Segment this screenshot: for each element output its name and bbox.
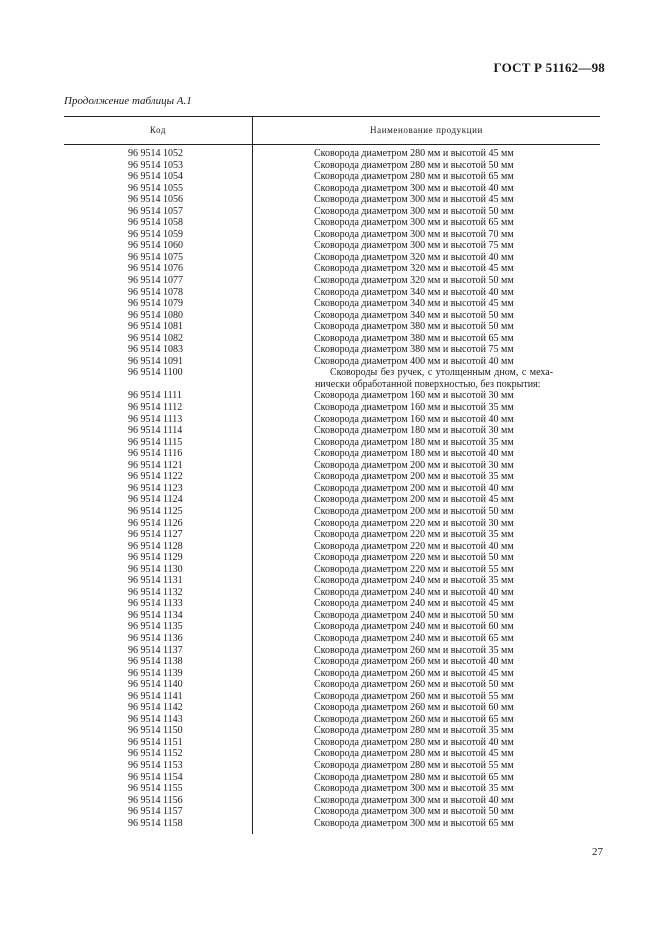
product-name: Сковорода диаметром 220 мм и высотой 30 мм bbox=[314, 517, 514, 529]
column-header-name: Наименование продукции bbox=[370, 125, 483, 135]
table-row bbox=[64, 160, 600, 172]
product-name: Сковорода диаметром 260 мм и высотой 50 мм bbox=[314, 679, 514, 691]
product-name: Сковорода диаметром 240 мм и высотой 40 мм bbox=[314, 586, 514, 598]
product-name: Сковорода диаметром 280 мм и высотой 40 мм bbox=[314, 736, 514, 748]
product-name: Сковорода диаметром 180 мм и высотой 35 мм bbox=[314, 436, 514, 448]
product-name: Сковорода диаметром 200 мм и высотой 40 мм bbox=[314, 482, 514, 494]
table-row bbox=[64, 425, 600, 437]
table-row bbox=[64, 217, 600, 229]
table-row bbox=[64, 714, 600, 726]
table-row bbox=[64, 818, 600, 830]
product-name: Сковорода диаметром 280 мм и высотой 65 мм bbox=[314, 171, 514, 183]
table-row bbox=[64, 287, 600, 299]
product-name: Сковорода диаметром 220 мм и высотой 40 мм bbox=[314, 540, 514, 552]
table-row bbox=[64, 263, 600, 275]
table-row bbox=[64, 275, 600, 287]
product-name: Сковорода диаметром 200 мм и высотой 45 мм bbox=[314, 494, 514, 506]
product-name: Сковорода диаметром 300 мм и высотой 40 мм bbox=[314, 182, 514, 194]
product-name: Сковорода диаметром 340 мм и высотой 50 мм bbox=[314, 309, 514, 321]
table-body bbox=[64, 148, 600, 829]
product-name: Сковорода диаметром 160 мм и высотой 35 мм bbox=[314, 402, 514, 414]
product-name: Сковорода диаметром 320 мм и высотой 40 мм bbox=[314, 251, 514, 263]
document-header: ГОСТ Р 51162—98 bbox=[493, 60, 605, 75]
product-name: Сковорода диаметром 320 мм и высотой 50 мм bbox=[314, 275, 514, 287]
table-row bbox=[64, 310, 600, 322]
product-code: 96 9514 1113 bbox=[128, 413, 183, 425]
product-name: Сковорода диаметром 280 мм и высотой 45 мм bbox=[314, 748, 514, 760]
product-code: 96 9514 1081 bbox=[128, 321, 183, 333]
product-code: 96 9514 1116 bbox=[128, 448, 183, 460]
product-name: Сковорода диаметром 260 мм и высотой 65 мм bbox=[314, 713, 514, 725]
table-row bbox=[64, 795, 600, 807]
product-name: Сковорода диаметром 240 мм и высотой 65 мм bbox=[314, 632, 514, 644]
table-row bbox=[64, 668, 600, 680]
table-row bbox=[64, 506, 600, 518]
table-row bbox=[64, 691, 600, 703]
table-row bbox=[64, 564, 600, 576]
product-code: 96 9514 1054 bbox=[128, 171, 183, 183]
product-code: 96 9514 1100 bbox=[128, 367, 183, 379]
product-code: 96 9514 1156 bbox=[128, 794, 183, 806]
product-name: Сковорода диаметром 240 мм и высотой 50 мм bbox=[314, 609, 514, 621]
table-row bbox=[64, 471, 600, 483]
table-row bbox=[64, 645, 600, 657]
product-code: 96 9514 1122 bbox=[128, 471, 183, 483]
table-row bbox=[64, 298, 600, 310]
table-row bbox=[64, 437, 600, 449]
product-name: Сковорода диаметром 300 мм и высотой 75 мм bbox=[314, 240, 514, 252]
product-name: Сковорода диаметром 300 мм и высотой 45 мм bbox=[314, 194, 514, 206]
table-row bbox=[64, 772, 600, 784]
product-code: 96 9514 1134 bbox=[128, 609, 183, 621]
table-row bbox=[64, 483, 600, 495]
product-code: 96 9514 1058 bbox=[128, 217, 183, 229]
product-name: Сковорода диаметром 300 мм и высотой 35 мм bbox=[314, 783, 514, 795]
product-name: Сковорода диаметром 200 мм и высотой 35 мм bbox=[314, 471, 514, 483]
product-name: Сковорода диаметром 240 мм и высотой 35 мм bbox=[314, 575, 514, 587]
product-code: 96 9514 1135 bbox=[128, 621, 183, 633]
product-name: Сковорода диаметром 220 мм и высотой 35 мм bbox=[314, 529, 514, 541]
table-row bbox=[64, 760, 600, 772]
product-code: 96 9514 1111 bbox=[128, 390, 182, 402]
product-name: Сковорода диаметром 340 мм и высотой 40 мм bbox=[314, 286, 514, 298]
table-row bbox=[64, 748, 600, 760]
product-code: 96 9514 1079 bbox=[128, 298, 183, 310]
product-name: Сковорода диаметром 280 мм и высотой 45 мм bbox=[314, 148, 514, 159]
table-row bbox=[64, 621, 600, 633]
product-code: 96 9514 1127 bbox=[128, 529, 183, 541]
product-name: Сковорода диаметром 380 мм и высотой 50 мм bbox=[314, 321, 514, 333]
table-row bbox=[64, 183, 600, 195]
column-header-code: Код bbox=[149, 125, 167, 135]
table-row bbox=[64, 367, 600, 379]
product-code: 96 9514 1152 bbox=[128, 748, 183, 760]
product-code: 96 9514 1133 bbox=[128, 598, 183, 610]
product-name: Сковорода диаметром 180 мм и высотой 40 мм bbox=[314, 448, 514, 460]
table-row bbox=[64, 148, 600, 160]
table-row bbox=[64, 206, 600, 218]
product-code: 96 9514 1131 bbox=[128, 575, 183, 587]
product-name: Сковорода диаметром 280 мм и высотой 35 мм bbox=[314, 725, 514, 737]
product-name: Сковорода диаметром 240 мм и высотой 60 мм bbox=[314, 621, 514, 633]
product-name: Сковорода диаметром 220 мм и высотой 55 мм bbox=[314, 563, 514, 575]
table-row bbox=[64, 656, 600, 668]
table-row bbox=[64, 494, 600, 506]
product-name: Сковорода диаметром 340 мм и высотой 45 мм bbox=[314, 298, 514, 310]
table-row bbox=[64, 529, 600, 541]
table-row bbox=[64, 229, 600, 241]
product-code: 96 9514 1138 bbox=[128, 656, 183, 668]
product-name: Сковорода диаметром 260 мм и высотой 60 мм bbox=[314, 702, 514, 714]
product-name: Сковорода диаметром 380 мм и высотой 75 мм bbox=[314, 344, 514, 356]
product-name: Сковорода диаметром 300 мм и высотой 70 мм bbox=[314, 228, 514, 240]
table-row bbox=[64, 702, 600, 714]
table-row bbox=[64, 679, 600, 691]
product-code: 96 9514 1132 bbox=[128, 586, 183, 598]
product-code: 96 9514 1150 bbox=[128, 725, 183, 737]
table-row bbox=[64, 737, 600, 749]
product-code: 96 9514 1077 bbox=[128, 275, 183, 287]
table-row bbox=[64, 344, 600, 356]
product-code: 96 9514 1130 bbox=[128, 563, 183, 575]
table-row bbox=[64, 171, 600, 183]
product-name: Сковорода диаметром 300 мм и высотой 50 мм bbox=[314, 205, 514, 217]
table-row bbox=[64, 252, 600, 264]
table-row bbox=[64, 240, 600, 252]
table-header-rule bbox=[64, 144, 600, 145]
product-code: 96 9514 1059 bbox=[128, 228, 183, 240]
product-name: Сковорода диаметром 160 мм и высотой 30 мм bbox=[314, 390, 514, 402]
product-code: 96 9514 1121 bbox=[128, 459, 183, 471]
product-code: 96 9514 1126 bbox=[128, 517, 183, 529]
table-row bbox=[64, 356, 600, 368]
product-name: Сковорода диаметром 260 мм и высотой 55 мм bbox=[314, 690, 514, 702]
product-name: Сковорода диаметром 260 мм и высотой 45 мм bbox=[314, 667, 514, 679]
product-name: Сковорода диаметром 300 мм и высотой 65 мм bbox=[314, 217, 514, 229]
product-code: 96 9514 1143 bbox=[128, 713, 183, 725]
product-code: 96 9514 1157 bbox=[128, 806, 183, 818]
group-heading-continuation: нически обработанной поверхностью, без покрытия: bbox=[315, 378, 541, 390]
table-row bbox=[64, 414, 600, 426]
table-row bbox=[64, 518, 600, 530]
table-row bbox=[64, 321, 600, 333]
product-code: 96 9514 1137 bbox=[128, 644, 183, 656]
table-row bbox=[64, 402, 600, 414]
product-code: 96 9514 1142 bbox=[128, 702, 183, 714]
product-name: Сковорода диаметром 300 мм и высотой 50 мм bbox=[314, 806, 514, 818]
product-name: Сковорода диаметром 280 мм и высотой 65 мм bbox=[314, 771, 514, 783]
table-row bbox=[64, 587, 600, 599]
product-name: Сковорода диаметром 280 мм и высотой 55 мм bbox=[314, 759, 514, 771]
product-name: Сковорода диаметром 300 мм и высотой 65 мм bbox=[314, 817, 514, 829]
product-code: 96 9514 1057 bbox=[128, 205, 183, 217]
table-row bbox=[64, 552, 600, 564]
product-name: Сковорода диаметром 280 мм и высотой 50 мм bbox=[314, 159, 514, 171]
product-name: Сковорода диаметром 300 мм и высотой 40 мм bbox=[314, 794, 514, 806]
product-code: 96 9514 1075 bbox=[128, 251, 183, 263]
product-name: Сковорода диаметром 160 мм и высотой 40 мм bbox=[314, 413, 514, 425]
product-code: 96 9514 1136 bbox=[128, 632, 183, 644]
product-name: Сковорода диаметром 400 мм и высотой 40 мм bbox=[314, 355, 514, 367]
product-code: 96 9514 1078 bbox=[128, 286, 183, 298]
table-row bbox=[64, 598, 600, 610]
product-name: Сковорода диаметром 240 мм и высотой 45 мм bbox=[314, 598, 514, 610]
product-code: 96 9514 1082 bbox=[128, 332, 183, 344]
product-name: Сковорода диаметром 380 мм и высотой 65 мм bbox=[314, 332, 514, 344]
product-code: 96 9514 1123 bbox=[128, 482, 183, 494]
product-code: 96 9514 1076 bbox=[128, 263, 183, 275]
table-row-continuation bbox=[64, 379, 600, 391]
product-code: 96 9514 1141 bbox=[128, 690, 183, 702]
product-code: 96 9514 1115 bbox=[128, 436, 183, 448]
product-code: 96 9514 1083 bbox=[128, 344, 183, 356]
product-code: 96 9514 1158 bbox=[128, 817, 183, 829]
table-row bbox=[64, 194, 600, 206]
product-code: 96 9514 1091 bbox=[128, 355, 183, 367]
table-row bbox=[64, 725, 600, 737]
product-code: 96 9514 1114 bbox=[128, 425, 183, 437]
product-code: 96 9514 1056 bbox=[128, 194, 183, 206]
product-name: Сковорода диаметром 200 мм и высотой 30 мм bbox=[314, 459, 514, 471]
table-row bbox=[64, 448, 600, 460]
product-code: 96 9514 1155 bbox=[128, 783, 183, 795]
product-code: 96 9514 1080 bbox=[128, 309, 183, 321]
table-row bbox=[64, 390, 600, 402]
product-table bbox=[64, 116, 600, 834]
table-row bbox=[64, 460, 600, 472]
product-code: 96 9514 1151 bbox=[128, 736, 183, 748]
product-code: 96 9514 1053 bbox=[128, 159, 183, 171]
product-code: 96 9514 1140 bbox=[128, 679, 183, 691]
table-caption: Продолжение таблицы А.1 bbox=[64, 95, 192, 107]
product-name: Сковорода диаметром 180 мм и высотой 30 мм bbox=[314, 425, 514, 437]
product-code: 96 9514 1060 bbox=[128, 240, 183, 252]
product-code: 96 9514 1154 bbox=[128, 771, 183, 783]
product-code: 96 9514 1125 bbox=[128, 505, 183, 517]
table-row bbox=[64, 610, 600, 622]
product-code: 96 9514 1124 bbox=[128, 494, 183, 506]
table-row bbox=[64, 333, 600, 345]
table-row bbox=[64, 806, 600, 818]
product-name: Сковорода диаметром 320 мм и высотой 45 мм bbox=[314, 263, 514, 275]
table-row bbox=[64, 541, 600, 553]
product-name: Сковорода диаметром 260 мм и высотой 40 мм bbox=[314, 656, 514, 668]
product-code: 96 9514 1129 bbox=[128, 552, 183, 564]
product-name: Сковороды без ручек, с утолщенным дном, с меха- bbox=[330, 367, 554, 379]
table-row bbox=[64, 575, 600, 587]
product-code: 96 9514 1153 bbox=[128, 759, 183, 771]
product-name: Сковорода диаметром 220 мм и высотой 50 мм bbox=[314, 552, 514, 564]
product-code: 96 9514 1128 bbox=[128, 540, 183, 552]
page-number: 27 bbox=[592, 846, 603, 858]
product-code: 96 9514 1055 bbox=[128, 182, 183, 194]
table-row bbox=[64, 633, 600, 645]
product-code: 96 9514 1052 bbox=[128, 148, 183, 159]
product-name: Сковорода диаметром 200 мм и высотой 50 мм bbox=[314, 505, 514, 517]
product-name: Сковорода диаметром 260 мм и высотой 35 мм bbox=[314, 644, 514, 656]
product-code: 96 9514 1112 bbox=[128, 402, 183, 414]
table-row bbox=[64, 783, 600, 795]
product-code: 96 9514 1139 bbox=[128, 667, 183, 679]
